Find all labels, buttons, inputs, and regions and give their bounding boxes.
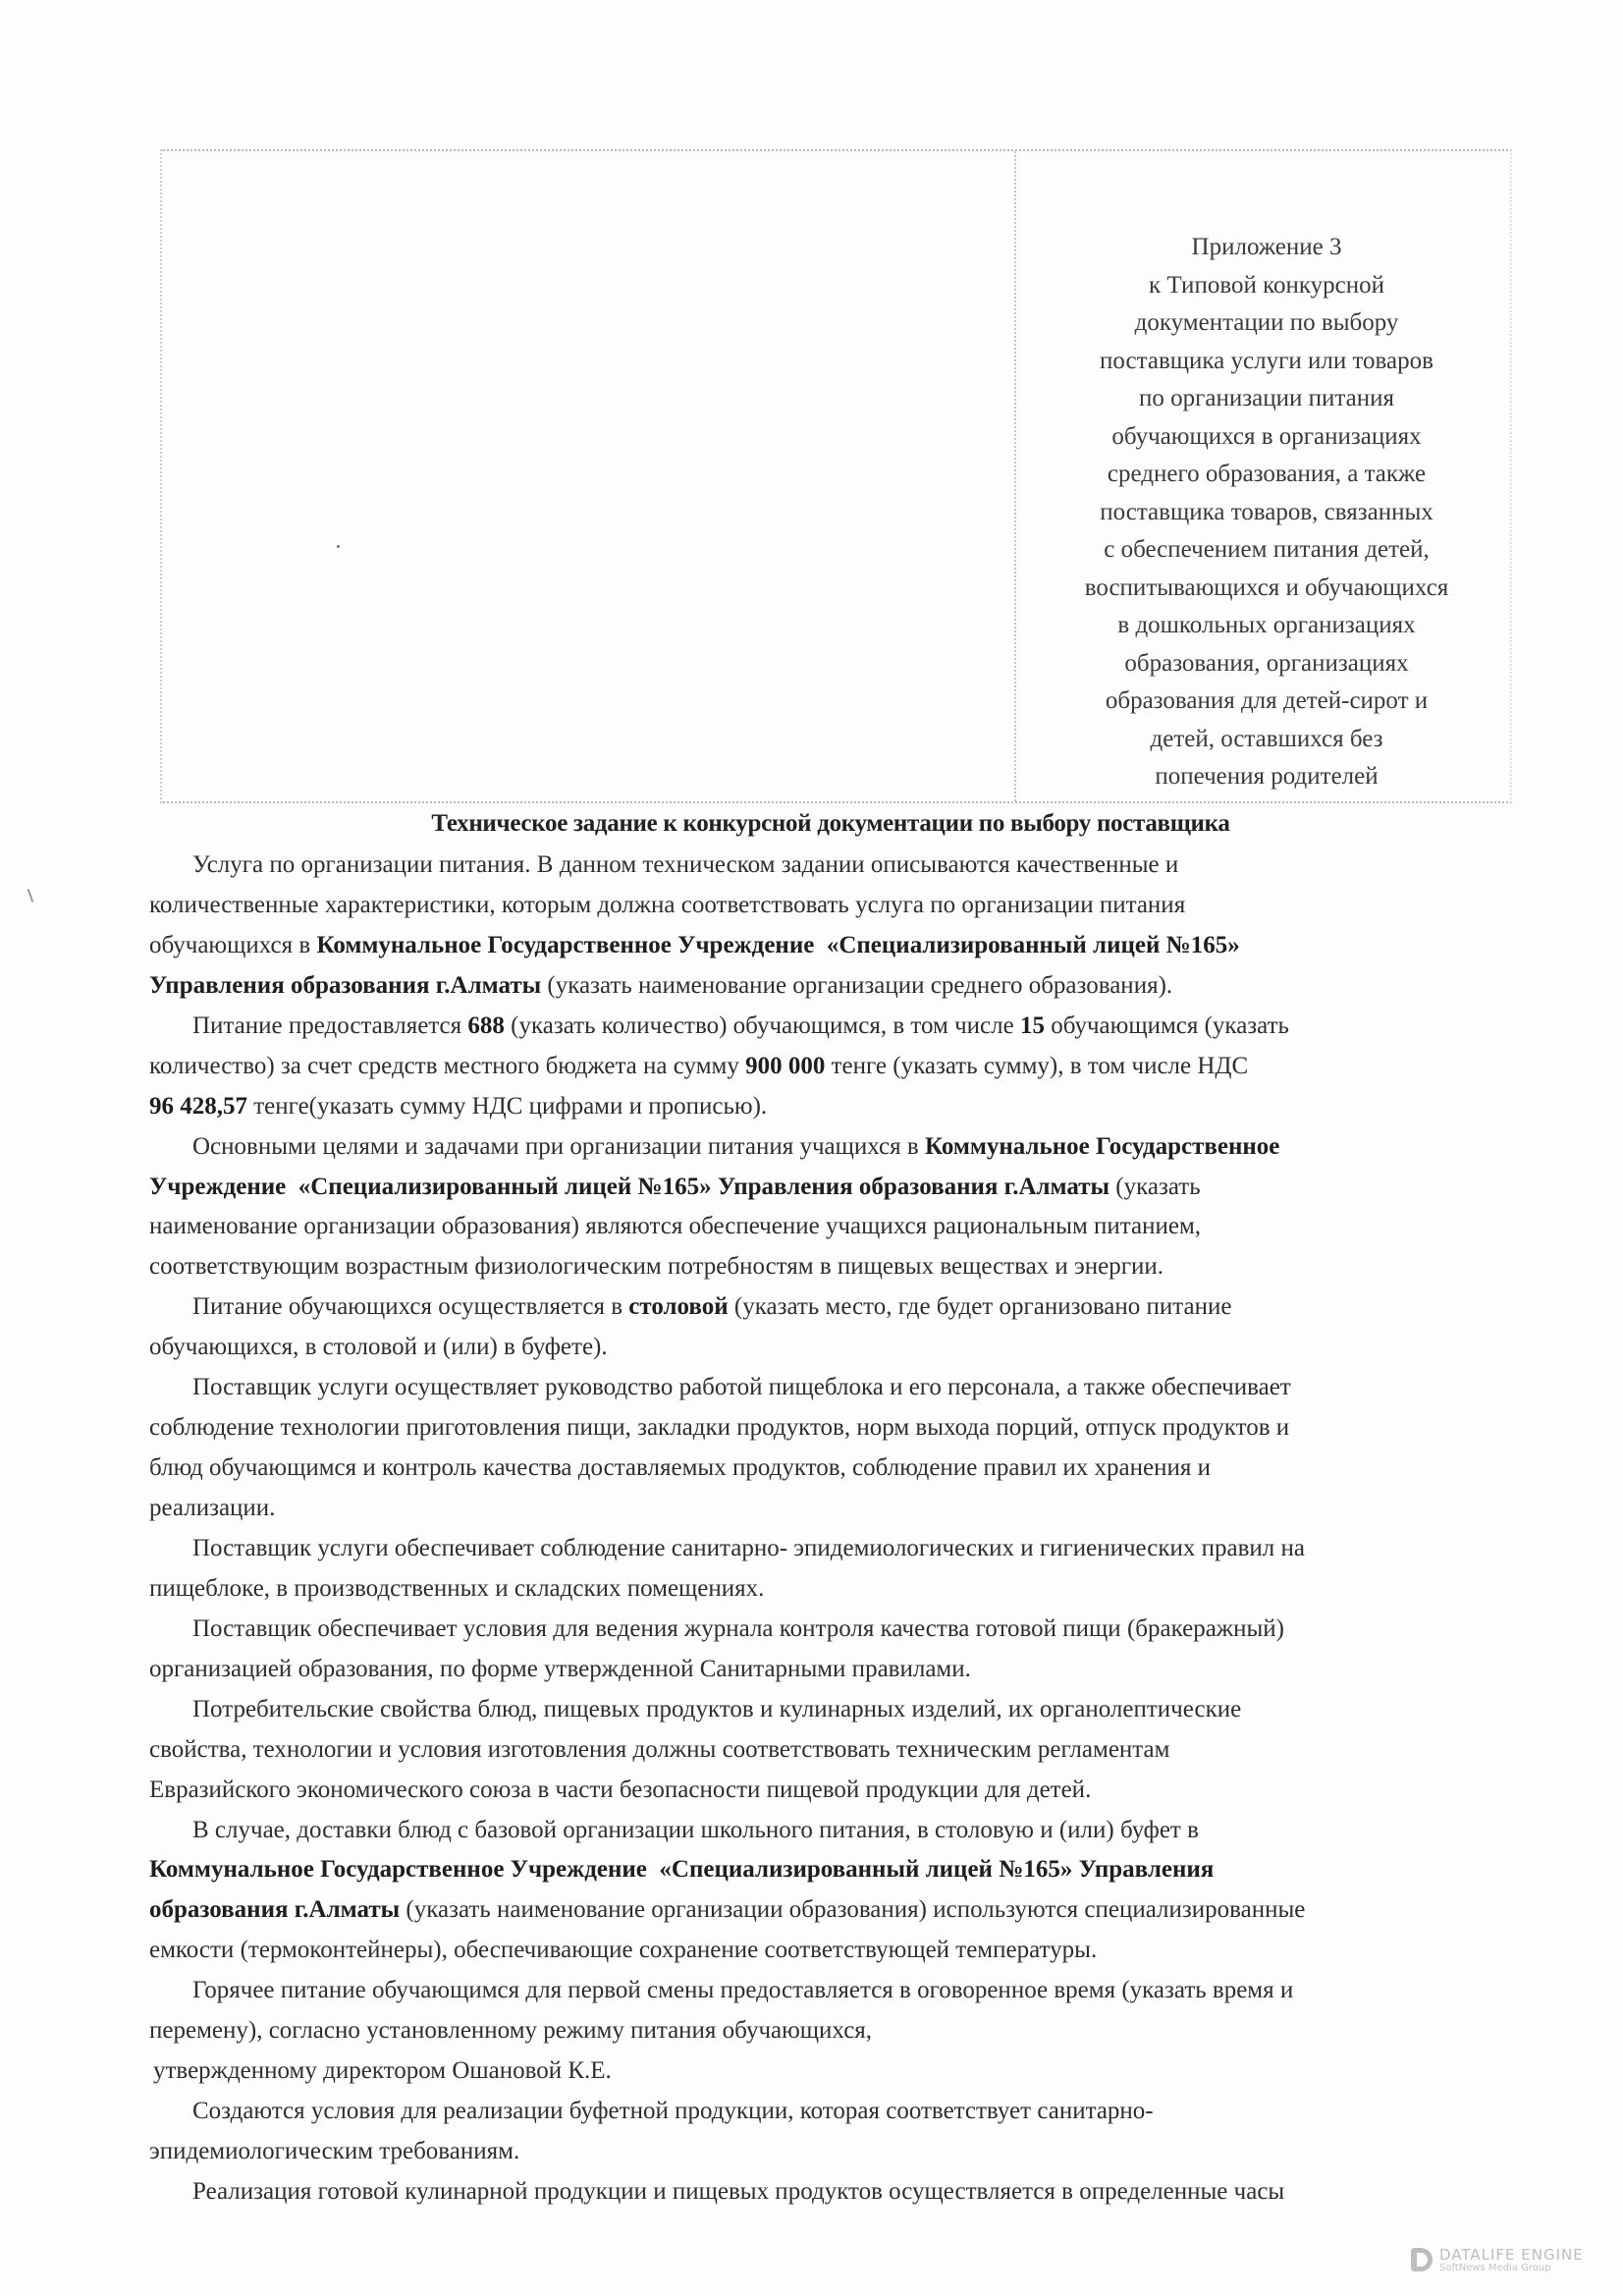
body-line [149, 1247, 1524, 1287]
organization-name: образования г.Алматы [149, 1896, 401, 1924]
text: емкости (термоконтейнеры), обеспечивающие сохранение соответствующей температуры. [149, 1937, 1098, 1964]
organization-name: Управления образования г.Алматы [149, 971, 542, 999]
body-line [149, 1610, 1524, 1650]
appendix-line: с обеспечением питания детей, [1104, 536, 1430, 563]
body-line [149, 846, 1524, 886]
text: Создаются условия для реализации буфетной продукции, которая соответствует санитарно- [192, 2098, 1154, 2125]
appendix-line: по организации питания [1139, 385, 1394, 411]
text: Питание обучающихся осуществляется в [192, 1293, 629, 1321]
watermark [1411, 2246, 1607, 2285]
text: Основными целями и задачами при организации питания учащихся в [192, 1132, 925, 1160]
appendix-line: попечения родителей [1155, 763, 1379, 790]
body-line [149, 2172, 1524, 2213]
body-line [149, 1449, 1524, 1489]
text: Горячее питание обучающимся для первой смены предоставляется в оговоренное время (указать время и [192, 1977, 1294, 2004]
appendix-line: среднего образования, а также [1107, 461, 1427, 487]
text: утвержденному директором Ошановой К.Е. [153, 2057, 612, 2085]
organization-name: Коммунальное Государственное [924, 1132, 1280, 1160]
text: организацией образования, по форме утвержденной Санитарными правилами. [149, 1655, 971, 1682]
text: блюд обучающимся и контроль качества доставляемых продуктов, соблюдение правил их хранения и [149, 1454, 1212, 1482]
text: Услуга по организации питания. В данном техническом задании описываются качественные и [192, 851, 1179, 878]
body-line [149, 1328, 1524, 1368]
text: перемену), согласно установленному режиму питания обучающихся, [149, 2017, 873, 2045]
watermark-title: DATALIFE ENGINE [1439, 2246, 1584, 2264]
appendix-note [1021, 229, 1512, 796]
appendix-line: образования для детей-сирот и [1105, 687, 1429, 714]
organization-name: Управления [1078, 1856, 1215, 1884]
body-line [149, 2132, 1524, 2172]
text: наименование организации образования) являются обеспечение учащихся рациональным питанием, [149, 1213, 1202, 1240]
body-line [149, 1168, 1524, 1208]
text: Питание предоставляется [192, 1011, 468, 1039]
body-line [149, 2011, 1524, 2051]
text: свойства, технологии и условия изготовления должны соответствовать техническим регламентам [149, 1735, 1170, 1763]
appendix-line: поставщика услуги или товаров [1100, 347, 1434, 374]
organization-name: «Специализированный лицей №165» [826, 931, 1240, 958]
text: обучающихся в [149, 931, 317, 958]
body-line [149, 1408, 1524, 1449]
text: соответствующим возрастным физиологическим потребностям в пищевых веществах и энергии. [149, 1253, 1164, 1281]
body-line [149, 926, 1524, 966]
text: количественные характеристики, которым должна соответствовать услуга по организации питания [149, 891, 1186, 918]
text: пищеблоке, в производственных и складских помещениях. [149, 1574, 765, 1602]
body-line [149, 1650, 1524, 1690]
watermark-subtitle: SoftNews Media Group [1439, 2263, 1551, 2273]
text: количество) за счет средств местного бюджета на сумму [149, 1052, 746, 1079]
appendix-line: воспитывающихся и обучающихся [1084, 574, 1449, 601]
body-line [149, 1087, 1524, 1127]
scan-speck [337, 545, 340, 548]
appendix-line: образования, организациях [1124, 649, 1409, 677]
text: В случае, доставки блюд с базовой организации школьного питания, в столовую и (или) буфет в [192, 1816, 1199, 1843]
text: соблюдение технологии приготовления пищи, закладки продуктов, норм выхода порций, отпуск продуктов и [149, 1414, 1290, 1442]
body-line [149, 1730, 1524, 1771]
datalife-logo-icon [1411, 2248, 1433, 2271]
body-line [149, 1047, 1524, 1087]
margin-mark [27, 889, 34, 902]
text: (указать наименование организации среднего образования). [541, 971, 1173, 999]
body-line [149, 1489, 1524, 1529]
text: эпидемиологическим требованиям. [149, 2138, 520, 2164]
body-line [149, 1127, 1524, 1168]
body-line [149, 1811, 1524, 1851]
body-line [149, 2092, 1524, 2132]
text: тенге (указать сумму), в том числе НДС [825, 1052, 1249, 1079]
text: (указать [1109, 1173, 1201, 1200]
body-line [149, 886, 1524, 926]
body-line [149, 1931, 1524, 1971]
body-line [149, 1569, 1524, 1610]
document-title: Техническое задание к конкурсной документации по выбору поставщика [431, 810, 1230, 837]
appendix-line: в дошкольных организациях [1117, 612, 1416, 638]
appendix-line: обучающихся в организациях [1111, 422, 1422, 450]
body-line [149, 1368, 1524, 1408]
organization-name: Коммунальное Государственное Учреждение [149, 1856, 647, 1884]
text: обучающимся (указать [1044, 1011, 1289, 1039]
organization-name: Учреждение [149, 1173, 287, 1200]
budget-sum: 900 000 [745, 1052, 826, 1079]
body-line [149, 2051, 1524, 2092]
appendix-line: документации по выбору [1134, 309, 1399, 336]
organization-name: «Специализированный лицей №165» [298, 1173, 712, 1200]
appendix-line: к Типовой конкурсной [1149, 271, 1384, 299]
body-line [149, 1890, 1524, 1931]
text: Евразийского экономического союза в части безопасности пищевой продукции для детей. [149, 1776, 1092, 1803]
appendix-line: детей, оставшихся без [1150, 725, 1383, 752]
text: обучающихся, в столовой и (или) в буфете). [149, 1334, 608, 1361]
text: (указать количество) обучающимся, в том числе [504, 1011, 1020, 1039]
organization-name: Управления образования г.Алматы [717, 1173, 1110, 1200]
students-budget: 15 [1019, 1011, 1045, 1039]
body-line [149, 966, 1524, 1007]
body-line [149, 1690, 1524, 1730]
text: реализации. [149, 1495, 276, 1521]
text: тенге(указать сумму НДС цифрами и прописью). [247, 1092, 768, 1120]
vat-sum: 96 428,57 [149, 1092, 247, 1120]
text: Поставщик услуги обеспечивает соблюдение санитарно- эпидемиологических и гигиенических правил на [192, 1534, 1305, 1561]
text: Поставщик услуги осуществляет руководство работой пищеблока и его персонала, а также обеспечивает [192, 1374, 1291, 1401]
organization-name: Коммунальное Государственное Учреждение [316, 931, 815, 958]
header-table-divider [1014, 151, 1016, 801]
body-line [149, 1007, 1524, 1047]
text: Потребительские свойства блюд, пищевых продуктов и кулинарных изделий, их органолептические [192, 1695, 1242, 1722]
appendix-line: поставщика товаров, связанных [1100, 498, 1434, 525]
body-line [149, 1771, 1524, 1811]
body-line [149, 1287, 1524, 1328]
text: Реализация готовой кулинарной продукции и пищевых продуктов осуществляется в определенные часы [192, 2177, 1285, 2205]
body-line [149, 1850, 1524, 1890]
appendix-line: Приложение 3 [1191, 234, 1342, 260]
body-line [149, 1529, 1524, 1569]
organization-name: «Специализированный лицей №165» [659, 1856, 1073, 1884]
document-body [149, 846, 1524, 2213]
text: (указать наименование организации образования) используются специализированные [400, 1896, 1306, 1924]
body-line [149, 1207, 1524, 1247]
students-total: 688 [467, 1011, 505, 1039]
meal-place: столовой [628, 1293, 729, 1321]
text: (указать место, где будет организовано питание [728, 1293, 1232, 1321]
body-line [149, 1971, 1524, 2011]
text: Поставщик обеспечивает условия для ведения журнала контроля качества готовой пищи (бракеражный) [192, 1614, 1284, 1642]
